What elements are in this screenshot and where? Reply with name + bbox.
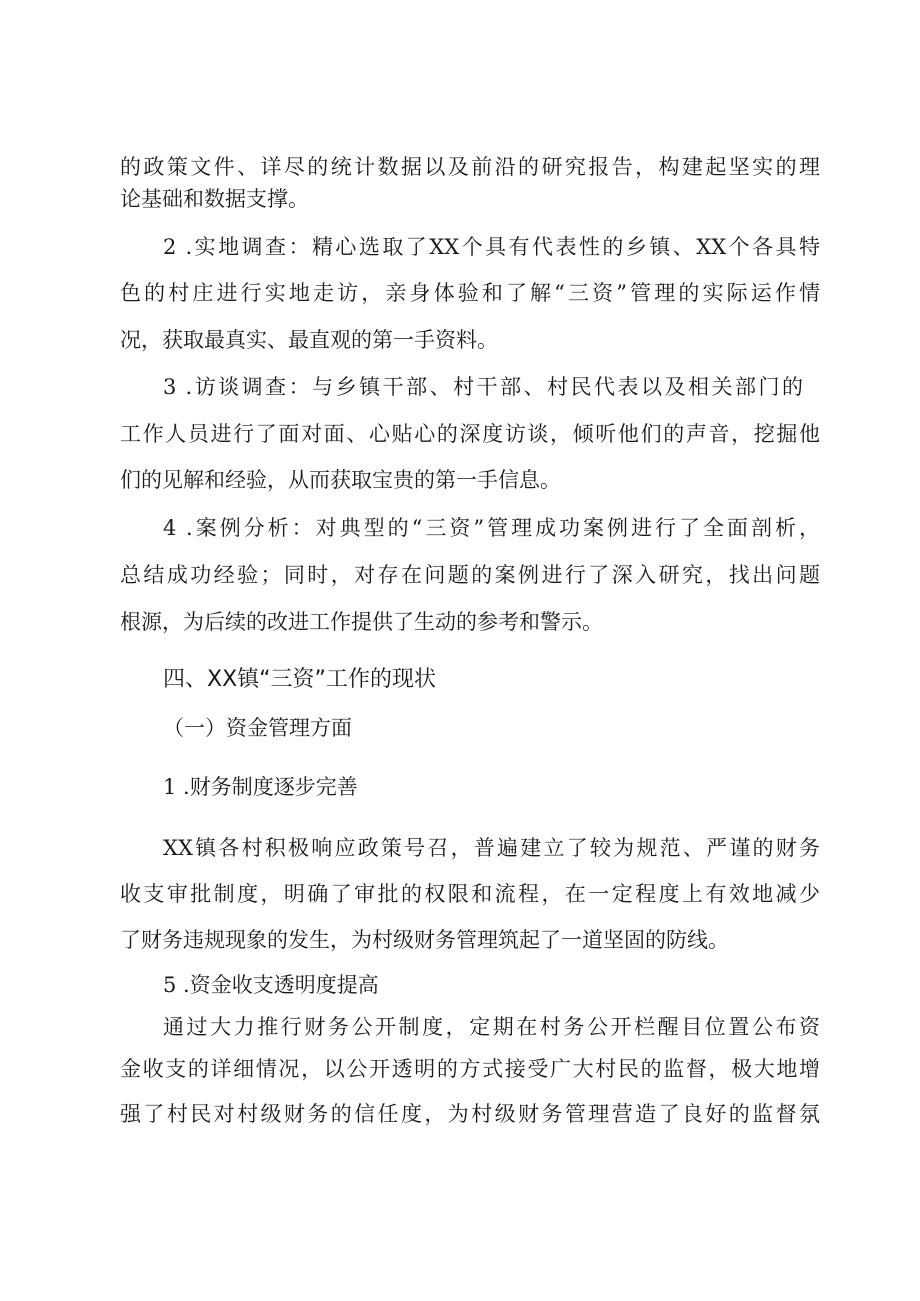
body-line: 的政策文件、详尽的统计数据以及前沿的研究报告，构建起坚实的理 xyxy=(120,155,820,179)
body-line: 们的见解和经验，从而获取宝贵的第一手信息。 xyxy=(120,468,561,492)
list-item-2: 2 .实地调查：精心选取了XX个具有代表性的乡镇、XX个各具特 xyxy=(163,235,820,259)
list-item-4: 4 .案例分析：对典型的“三资”管理成功案例进行了全面剖析， xyxy=(163,516,820,540)
sub-item-heading: 5 .资金收支透明度提高 xyxy=(163,973,379,997)
body-line: 强了村民对村级财务的信任度，为村级财务管理营造了良好的监督氛 xyxy=(120,1102,820,1126)
section-heading: 四、XX镇“三资”工作的现状 xyxy=(163,667,436,692)
body-line: 况，获取最真实、最直观的第一手资料。 xyxy=(120,328,498,352)
body-line: 工作人员进行了面对面、心贴心的深度访谈，倾听他们的声音，挖掘他 xyxy=(120,422,820,446)
body-line: 金收支的详细情况，以公开透明的方式接受广大村民的监督，极大地增 xyxy=(120,1057,820,1081)
sub-item-heading: 1 .财务制度逐步完善 xyxy=(163,775,358,799)
subsection-heading: （一）资金管理方面 xyxy=(163,716,352,740)
body-line: 收支审批制度，明确了审批的权限和流程，在一定程度上有效地减少 xyxy=(120,882,820,906)
body-line: 了财务违规现象的发生，为村级财务管理筑起了一道坚固的防线。 xyxy=(120,928,729,952)
body-line: 通过大力推行财务公开制度，定期在村务公开栏醒目位置公布资 xyxy=(163,1015,820,1039)
body-line: 根源，为后续的改进工作提供了生动的参考和警示。 xyxy=(120,610,603,634)
body-line: XX镇各村积极响应政策号召，普遍建立了较为规范、严谨的财务 xyxy=(163,836,820,860)
body-line: 色的村庄进行实地走访，亲身体验和了解“三资”管理的实际运作情 xyxy=(120,281,820,305)
list-item-3: 3 .访谈调查：与乡镇干部、村干部、村民代表以及相关部门的 xyxy=(163,375,803,399)
body-line: 总结成功经验；同时，对存在问题的案例进行了深入研究，找出问题 xyxy=(120,563,820,587)
body-line: 论基础和数据支撑。 xyxy=(120,187,309,211)
